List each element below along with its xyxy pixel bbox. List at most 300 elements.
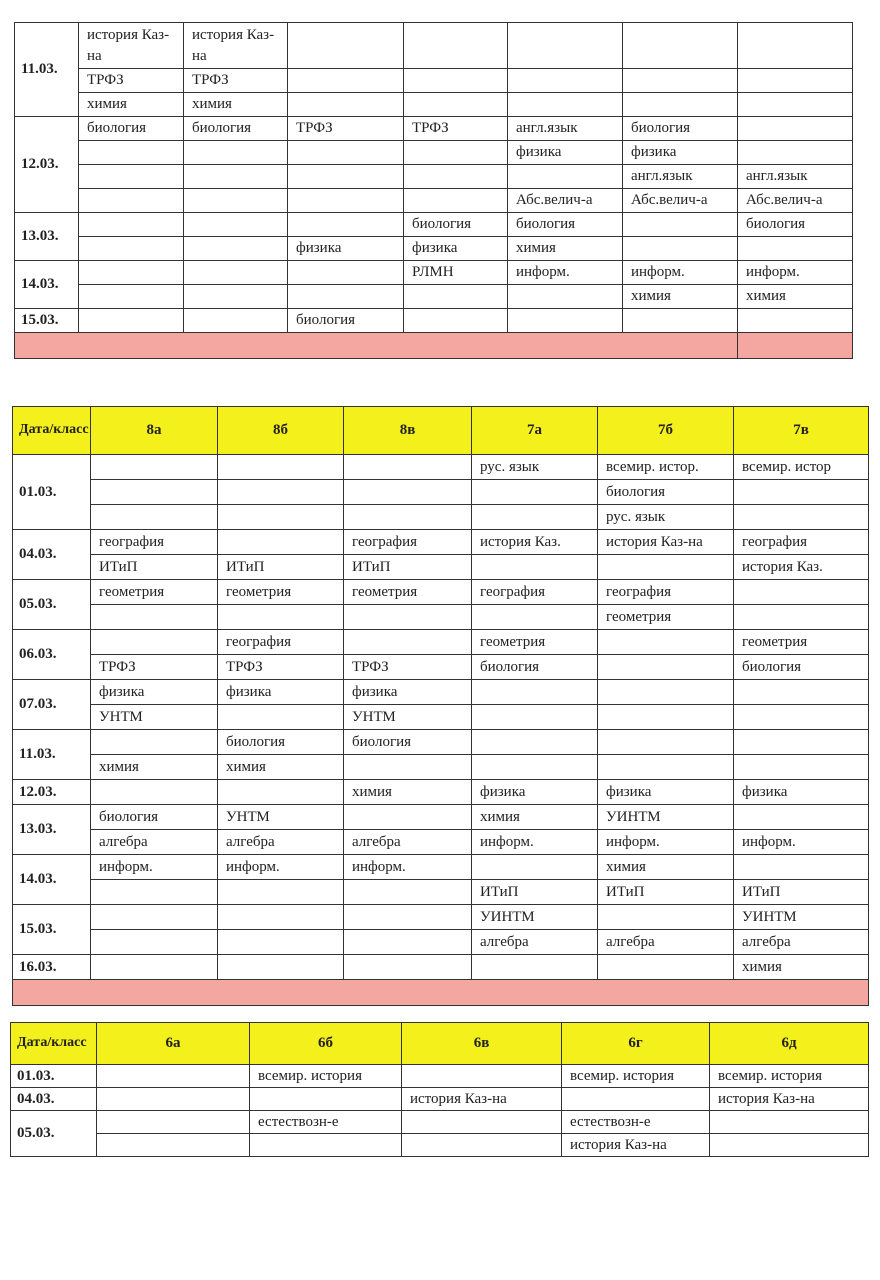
schedule-table-grades-7-8 xyxy=(12,406,869,1006)
subject-cell: информ. xyxy=(91,855,218,880)
class-header-8а: 8а xyxy=(91,407,218,455)
table-row xyxy=(11,1111,869,1134)
table-row xyxy=(13,630,869,655)
subject-cell xyxy=(344,605,472,630)
subject-cell xyxy=(184,189,288,213)
footer-band-cell xyxy=(15,333,738,359)
subject-cell xyxy=(734,605,869,630)
table-row xyxy=(11,1088,869,1111)
subject-cell: география xyxy=(344,530,472,555)
subject-cell xyxy=(598,905,734,930)
subject-cell xyxy=(288,261,404,285)
subject-cell xyxy=(402,1111,562,1134)
subject-cell: всемир. история xyxy=(250,1065,402,1088)
subject-cell: Абс.велич-а xyxy=(508,189,623,213)
date-cell: 15.03. xyxy=(15,309,79,333)
subject-cell xyxy=(288,213,404,237)
subject-cell: англ.язык xyxy=(738,165,853,189)
subject-cell: геометрия xyxy=(344,580,472,605)
table-row xyxy=(13,805,869,830)
subject-cell: история Каз-на xyxy=(79,23,184,69)
subject-cell xyxy=(734,580,869,605)
subject-cell xyxy=(97,1134,250,1157)
subject-cell: биология xyxy=(288,309,404,333)
table-row xyxy=(13,780,869,805)
subject-cell xyxy=(91,505,218,530)
table-row xyxy=(11,1065,869,1088)
table-row xyxy=(13,530,869,555)
subject-cell: алгебра xyxy=(472,930,598,955)
subject-cell xyxy=(734,855,869,880)
subject-cell xyxy=(738,141,853,165)
subject-cell: ИТиП xyxy=(344,555,472,580)
schedule-table-top xyxy=(14,22,853,359)
subject-cell xyxy=(218,480,344,505)
subject-cell: химия xyxy=(79,93,184,117)
subject-cell xyxy=(79,165,184,189)
subject-cell xyxy=(218,905,344,930)
subject-cell: физика xyxy=(288,237,404,261)
subject-cell xyxy=(508,69,623,93)
date-cell: 11.03. xyxy=(15,23,79,117)
subject-cell xyxy=(250,1088,402,1111)
table-row xyxy=(13,680,869,705)
subject-cell: всемир. истор xyxy=(734,455,869,480)
subject-cell: химия xyxy=(508,237,623,261)
subject-cell: ИТиП xyxy=(598,880,734,905)
subject-cell xyxy=(598,755,734,780)
subject-cell: ТРФЗ xyxy=(288,117,404,141)
subject-cell xyxy=(288,93,404,117)
subject-cell: физика xyxy=(218,680,344,705)
date-cell: 04.03. xyxy=(13,530,91,580)
subject-cell xyxy=(508,165,623,189)
subject-cell: география xyxy=(598,580,734,605)
subject-cell: физика xyxy=(598,780,734,805)
subject-cell xyxy=(472,555,598,580)
subject-cell xyxy=(508,309,623,333)
table-row xyxy=(13,705,869,730)
table-row xyxy=(15,309,853,333)
table-row xyxy=(13,605,869,630)
subject-cell xyxy=(184,237,288,261)
subject-cell xyxy=(91,955,218,980)
subject-cell xyxy=(91,630,218,655)
subject-cell xyxy=(97,1088,250,1111)
subject-cell: алгебра xyxy=(734,930,869,955)
subject-cell: информ. xyxy=(734,830,869,855)
subject-cell xyxy=(91,905,218,930)
subject-cell xyxy=(710,1111,869,1134)
subject-cell xyxy=(598,655,734,680)
subject-cell xyxy=(404,69,508,93)
table-row xyxy=(13,505,869,530)
subject-cell xyxy=(738,23,853,69)
subject-cell: ТРФЗ xyxy=(184,69,288,93)
subject-cell xyxy=(79,309,184,333)
subject-cell: химия xyxy=(472,805,598,830)
date-cell: 04.03. xyxy=(11,1088,97,1111)
subject-cell xyxy=(508,23,623,69)
subject-cell xyxy=(218,955,344,980)
table-row xyxy=(13,555,869,580)
subject-cell xyxy=(91,930,218,955)
subject-cell: ТРФЗ xyxy=(344,655,472,680)
subject-cell: география xyxy=(91,530,218,555)
date-cell: 12.03. xyxy=(15,117,79,213)
table-row xyxy=(15,141,853,165)
subject-cell: ИТиП xyxy=(734,880,869,905)
subject-cell xyxy=(218,505,344,530)
subject-cell xyxy=(218,930,344,955)
subject-cell xyxy=(288,69,404,93)
subject-cell xyxy=(184,309,288,333)
subject-cell xyxy=(623,237,738,261)
header-row xyxy=(11,1023,869,1065)
date-cell: 06.03. xyxy=(13,630,91,680)
table-row xyxy=(13,930,869,955)
subject-cell xyxy=(344,505,472,530)
subject-cell xyxy=(344,880,472,905)
subject-cell: всемир. история xyxy=(710,1065,869,1088)
subject-cell: УИНТМ xyxy=(734,905,869,930)
subject-cell xyxy=(344,955,472,980)
subject-cell xyxy=(97,1111,250,1134)
schedule-table-grade-6 xyxy=(10,1022,869,1157)
subject-cell xyxy=(623,309,738,333)
subject-cell: ТРФЗ xyxy=(404,117,508,141)
subject-cell xyxy=(472,730,598,755)
table-row xyxy=(13,880,869,905)
subject-cell: ТРФЗ xyxy=(79,69,184,93)
subject-cell xyxy=(738,237,853,261)
subject-cell: биология xyxy=(598,480,734,505)
subject-cell: Абс.велич-а xyxy=(738,189,853,213)
subject-cell: естествозн-е xyxy=(250,1111,402,1134)
subject-cell xyxy=(738,117,853,141)
subject-cell xyxy=(472,680,598,705)
date-cell: 01.03. xyxy=(13,455,91,530)
subject-cell: химия xyxy=(91,755,218,780)
date-cell: 05.03. xyxy=(13,580,91,630)
subject-cell: биология xyxy=(508,213,623,237)
subject-cell: биология xyxy=(91,805,218,830)
subject-cell xyxy=(738,69,853,93)
subject-cell xyxy=(288,285,404,309)
subject-cell xyxy=(344,805,472,830)
subject-cell: УИНТМ xyxy=(472,905,598,930)
table-row xyxy=(15,189,853,213)
subject-cell: информ. xyxy=(508,261,623,285)
subject-cell: химия xyxy=(218,755,344,780)
date-cell: 07.03. xyxy=(13,680,91,730)
subject-cell: Абс.велич-а xyxy=(623,189,738,213)
subject-cell: физика xyxy=(472,780,598,805)
subject-cell: химия xyxy=(598,855,734,880)
table-row xyxy=(13,955,869,980)
subject-cell: география xyxy=(734,530,869,555)
subject-cell: физика xyxy=(404,237,508,261)
subject-cell xyxy=(734,805,869,830)
subject-cell xyxy=(734,730,869,755)
subject-cell xyxy=(218,880,344,905)
subject-cell: УНТМ xyxy=(344,705,472,730)
subject-cell: УНТМ xyxy=(218,805,344,830)
footer-band-cell xyxy=(13,980,869,1006)
subject-cell xyxy=(472,705,598,730)
subject-cell: англ.язык xyxy=(623,165,738,189)
subject-cell xyxy=(288,141,404,165)
subject-cell xyxy=(472,955,598,980)
subject-cell: биология xyxy=(79,117,184,141)
subject-cell: ИТиП xyxy=(91,555,218,580)
subject-cell xyxy=(598,955,734,980)
table-row xyxy=(13,580,869,605)
table-row xyxy=(13,455,869,480)
subject-cell xyxy=(404,141,508,165)
subject-cell xyxy=(402,1134,562,1157)
subject-cell xyxy=(344,455,472,480)
table-row xyxy=(15,93,853,117)
subject-cell: всемир. история xyxy=(562,1065,710,1088)
subject-cell: история Каз. xyxy=(734,555,869,580)
subject-cell: всемир. истор. xyxy=(598,455,734,480)
subject-cell xyxy=(184,165,288,189)
subject-cell: УНТМ xyxy=(91,705,218,730)
table-row xyxy=(11,1134,869,1157)
subject-cell xyxy=(598,730,734,755)
subject-cell xyxy=(184,141,288,165)
subject-cell xyxy=(623,23,738,69)
subject-cell xyxy=(79,285,184,309)
subject-cell xyxy=(404,93,508,117)
subject-cell: геометрия xyxy=(598,605,734,630)
subject-cell: ИТиП xyxy=(218,555,344,580)
class-header-6д: 6д xyxy=(710,1023,869,1065)
class-header-8в: 8в xyxy=(344,407,472,455)
subject-cell xyxy=(738,309,853,333)
subject-cell xyxy=(738,93,853,117)
subject-cell xyxy=(97,1065,250,1088)
subject-cell xyxy=(288,165,404,189)
table-row xyxy=(15,213,853,237)
subject-cell: история Каз-на xyxy=(402,1088,562,1111)
subject-cell: биология xyxy=(184,117,288,141)
header-row xyxy=(13,407,869,455)
subject-cell: биология xyxy=(218,730,344,755)
subject-cell: география xyxy=(472,580,598,605)
subject-cell: информ. xyxy=(738,261,853,285)
subject-cell xyxy=(344,480,472,505)
subject-cell: информ. xyxy=(218,855,344,880)
table-row xyxy=(15,285,853,309)
subject-cell: ИТиП xyxy=(472,880,598,905)
subject-cell: география xyxy=(218,630,344,655)
subject-cell xyxy=(91,780,218,805)
subject-cell xyxy=(472,605,598,630)
subject-cell: физика xyxy=(344,680,472,705)
subject-cell xyxy=(404,165,508,189)
subject-cell xyxy=(623,213,738,237)
subject-cell xyxy=(734,755,869,780)
subject-cell xyxy=(288,23,404,69)
subject-cell: история Каз-на xyxy=(598,530,734,555)
date-cell: 14.03. xyxy=(15,261,79,309)
subject-cell: алгебра xyxy=(218,830,344,855)
subject-cell: англ.язык xyxy=(508,117,623,141)
subject-cell xyxy=(402,1065,562,1088)
subject-cell: физика xyxy=(508,141,623,165)
subject-cell: биология xyxy=(734,655,869,680)
subject-cell: история Каз-на xyxy=(562,1134,710,1157)
subject-cell xyxy=(710,1134,869,1157)
subject-cell xyxy=(404,189,508,213)
table-row xyxy=(15,23,853,69)
subject-cell: биология xyxy=(344,730,472,755)
subject-cell xyxy=(91,455,218,480)
subject-cell: УИНТМ xyxy=(598,805,734,830)
subject-cell xyxy=(623,69,738,93)
class-header-7б: 7б xyxy=(598,407,734,455)
date-cell: 15.03. xyxy=(13,905,91,955)
subject-cell xyxy=(91,605,218,630)
subject-cell xyxy=(562,1088,710,1111)
subject-cell xyxy=(218,530,344,555)
subject-cell: информ. xyxy=(472,830,598,855)
subject-cell xyxy=(472,855,598,880)
subject-cell xyxy=(218,705,344,730)
subject-cell xyxy=(623,93,738,117)
subject-cell: ТРФЗ xyxy=(91,655,218,680)
subject-cell xyxy=(218,780,344,805)
subject-cell xyxy=(472,480,598,505)
subject-cell: химия xyxy=(344,780,472,805)
subject-cell xyxy=(344,905,472,930)
subject-cell xyxy=(734,705,869,730)
subject-cell xyxy=(508,285,623,309)
subject-cell xyxy=(91,880,218,905)
subject-cell: биология xyxy=(472,655,598,680)
subject-cell: информ. xyxy=(598,830,734,855)
subject-cell xyxy=(184,261,288,285)
table-row xyxy=(13,730,869,755)
subject-cell: биология xyxy=(404,213,508,237)
subject-cell: химия xyxy=(734,955,869,980)
class-header-6г: 6г xyxy=(562,1023,710,1065)
class-header-6а: 6а xyxy=(97,1023,250,1065)
table-row xyxy=(15,261,853,285)
subject-cell: рус. язык xyxy=(598,505,734,530)
class-header-6в: 6в xyxy=(402,1023,562,1065)
subject-cell xyxy=(404,23,508,69)
subject-cell: биология xyxy=(623,117,738,141)
subject-cell xyxy=(79,189,184,213)
subject-cell xyxy=(344,630,472,655)
subject-cell: ТРФЗ xyxy=(218,655,344,680)
subject-cell xyxy=(184,213,288,237)
table-row xyxy=(15,237,853,261)
subject-cell: физика xyxy=(734,780,869,805)
subject-cell xyxy=(91,730,218,755)
subject-cell xyxy=(404,309,508,333)
subject-cell: геометрия xyxy=(734,630,869,655)
date-class-header: Дата/класс xyxy=(13,407,91,455)
subject-cell: алгебра xyxy=(91,830,218,855)
date-cell: 13.03. xyxy=(13,805,91,855)
subject-cell: история Каз. xyxy=(472,530,598,555)
subject-cell: алгебра xyxy=(598,930,734,955)
table-row xyxy=(13,855,869,880)
subject-cell xyxy=(598,680,734,705)
subject-cell: история Каз-на xyxy=(184,23,288,69)
subject-cell xyxy=(250,1134,402,1157)
subject-cell xyxy=(734,505,869,530)
subject-cell xyxy=(79,213,184,237)
subject-cell xyxy=(218,455,344,480)
subject-cell xyxy=(344,930,472,955)
subject-cell: информ. xyxy=(623,261,738,285)
date-class-header: Дата/класс xyxy=(11,1023,97,1065)
table-row xyxy=(15,165,853,189)
subject-cell xyxy=(598,630,734,655)
subject-cell xyxy=(734,480,869,505)
date-cell: 11.03. xyxy=(13,730,91,780)
class-header-7в: 7в xyxy=(734,407,869,455)
subject-cell xyxy=(184,285,288,309)
subject-cell: химия xyxy=(184,93,288,117)
subject-cell: геометрия xyxy=(91,580,218,605)
subject-cell xyxy=(91,480,218,505)
subject-cell: алгебра xyxy=(344,830,472,855)
subject-cell: биология xyxy=(738,213,853,237)
subject-cell: физика xyxy=(623,141,738,165)
date-cell: 05.03. xyxy=(11,1111,97,1157)
date-cell: 13.03. xyxy=(15,213,79,261)
subject-cell xyxy=(598,555,734,580)
class-header-7а: 7а xyxy=(472,407,598,455)
subject-cell xyxy=(734,680,869,705)
table-row xyxy=(13,755,869,780)
subject-cell xyxy=(218,605,344,630)
class-header-8б: 8б xyxy=(218,407,344,455)
table-row xyxy=(13,830,869,855)
subject-cell: геометрия xyxy=(218,580,344,605)
footer-band-cell xyxy=(738,333,853,359)
table-row xyxy=(13,905,869,930)
subject-cell: информ. xyxy=(344,855,472,880)
table-row xyxy=(15,69,853,93)
date-cell: 16.03. xyxy=(13,955,91,980)
date-cell: 14.03. xyxy=(13,855,91,905)
table-row xyxy=(13,480,869,505)
subject-cell: история Каз-на xyxy=(710,1088,869,1111)
subject-cell xyxy=(472,755,598,780)
table-row xyxy=(15,117,853,141)
subject-cell xyxy=(472,505,598,530)
subject-cell: естествозн-е xyxy=(562,1111,710,1134)
date-cell: 01.03. xyxy=(11,1065,97,1088)
footer-band-row xyxy=(13,980,869,1006)
subject-cell xyxy=(79,237,184,261)
subject-cell xyxy=(288,189,404,213)
subject-cell: физика xyxy=(91,680,218,705)
footer-band-row xyxy=(15,333,853,359)
subject-cell: рус. язык xyxy=(472,455,598,480)
subject-cell xyxy=(404,285,508,309)
class-header-6б: 6б xyxy=(250,1023,402,1065)
subject-cell xyxy=(79,261,184,285)
subject-cell: РЛМН xyxy=(404,261,508,285)
